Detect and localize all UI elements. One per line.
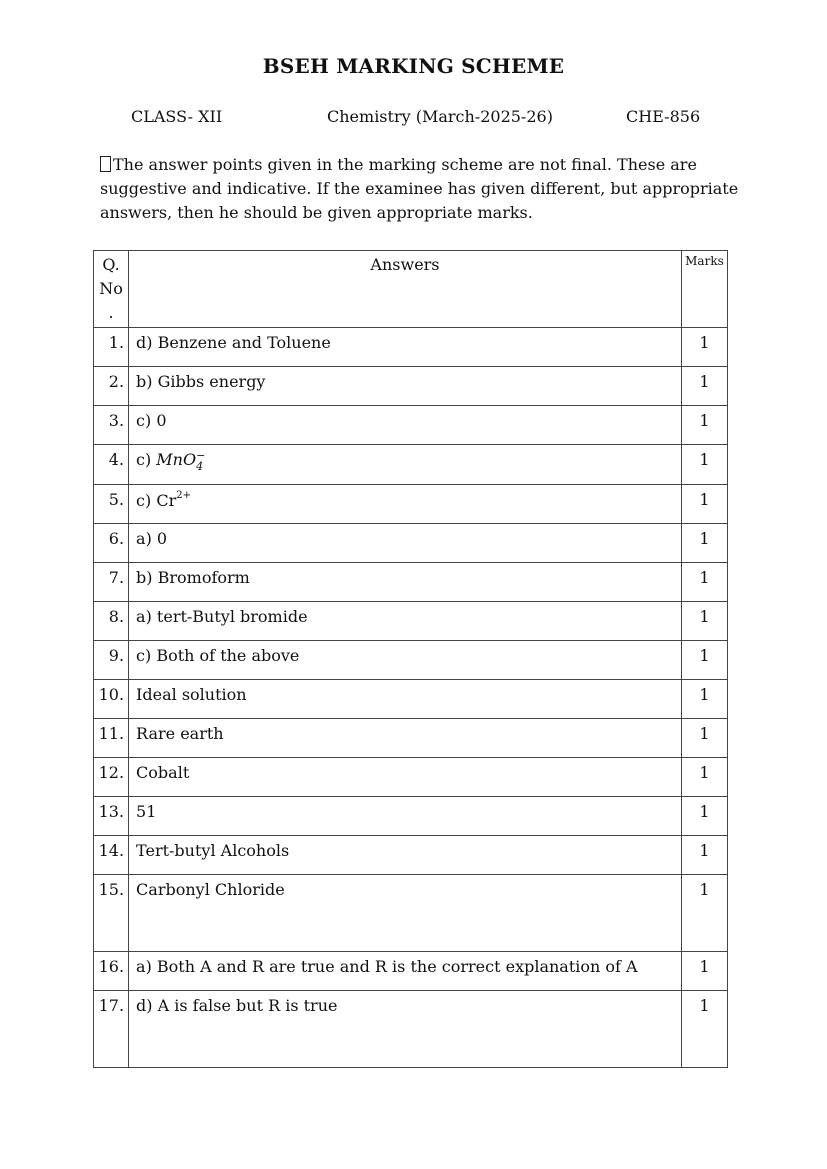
table-row bbox=[94, 563, 728, 602]
paper-code: CHE-856 bbox=[626, 107, 701, 126]
marks-cell: 1 bbox=[681, 758, 727, 797]
formula-charge: − bbox=[196, 449, 206, 462]
question-number: 16. bbox=[94, 952, 129, 991]
question-number: 12. bbox=[94, 758, 129, 797]
marks-cell: 1 bbox=[681, 641, 727, 680]
ion-charge: 2+ bbox=[176, 490, 191, 501]
table-row bbox=[94, 367, 728, 406]
question-number: 13. bbox=[94, 797, 129, 836]
answer-cell: b) Bromoform bbox=[129, 563, 682, 602]
answer-cell: d) Benzene and Toluene bbox=[129, 328, 682, 367]
question-number: 17. bbox=[94, 991, 129, 1068]
marks-cell: 1 bbox=[681, 719, 727, 758]
table-row bbox=[94, 602, 728, 641]
table-row bbox=[94, 797, 728, 836]
marks-cell: 1 bbox=[681, 445, 727, 485]
header-answers: Answers bbox=[129, 251, 682, 328]
table-row bbox=[94, 758, 728, 797]
marks-cell: 1 bbox=[681, 328, 727, 367]
marks-cell: 1 bbox=[681, 367, 727, 406]
header-marks: Marks bbox=[681, 251, 727, 328]
question-number: 11. bbox=[94, 719, 129, 758]
question-number: 8. bbox=[94, 602, 129, 641]
answer-cell: Carbonyl Chloride bbox=[129, 875, 682, 952]
table-row bbox=[94, 524, 728, 563]
marks-cell: 1 bbox=[681, 524, 727, 563]
answer-cell: b) Gibbs energy bbox=[129, 367, 682, 406]
table-row bbox=[94, 836, 728, 875]
answer-cell: d) A is false but R is true bbox=[129, 991, 682, 1068]
table-row bbox=[94, 641, 728, 680]
instruction-text: The answer points given in the marking scheme are not final. These are suggestive and indicative. If the examinee has given different, but appropriate answers, then he should be given appropriate marks. bbox=[100, 155, 739, 222]
table-row bbox=[94, 875, 728, 952]
answer-cell: c) 0 bbox=[129, 406, 682, 445]
marks-cell: 1 bbox=[681, 797, 727, 836]
answer-cell: Tert-butyl Alcohols bbox=[129, 836, 682, 875]
table-row bbox=[94, 328, 728, 367]
class-label: CLASS- XII bbox=[131, 107, 223, 126]
table-row bbox=[94, 406, 728, 445]
answer-cell bbox=[129, 445, 682, 485]
answer-cell: Cobalt bbox=[129, 758, 682, 797]
table-row bbox=[94, 719, 728, 758]
marks-cell: 1 bbox=[681, 485, 727, 524]
answer-cell: a) 0 bbox=[129, 524, 682, 563]
marks-cell: 1 bbox=[681, 680, 727, 719]
answer-cell: Ideal solution bbox=[129, 680, 682, 719]
question-number: 4. bbox=[94, 445, 129, 485]
question-number: 3. bbox=[94, 406, 129, 445]
answer-cell: Rare earth bbox=[129, 719, 682, 758]
marks-cell: 1 bbox=[681, 602, 727, 641]
table-row bbox=[94, 485, 728, 524]
question-number: 15. bbox=[94, 875, 129, 952]
marking-table bbox=[93, 250, 728, 1068]
marks-cell: 1 bbox=[681, 875, 727, 952]
question-number: 10. bbox=[94, 680, 129, 719]
bullet-icon bbox=[100, 156, 111, 172]
table-row bbox=[94, 991, 728, 1068]
table-row bbox=[94, 952, 728, 991]
table-header-row bbox=[94, 251, 728, 328]
marks-cell: 1 bbox=[681, 991, 727, 1068]
instruction-note bbox=[100, 153, 740, 225]
page-title: BSEH MARKING SCHEME bbox=[262, 54, 565, 78]
answer-cell: 51 bbox=[129, 797, 682, 836]
answer-prefix: c) bbox=[136, 450, 152, 469]
question-number: 14. bbox=[94, 836, 129, 875]
question-number: 7. bbox=[94, 563, 129, 602]
question-number: 6. bbox=[94, 524, 129, 563]
answer-formula bbox=[156, 449, 206, 473]
question-number: 9. bbox=[94, 641, 129, 680]
formula-base: MnO bbox=[156, 450, 197, 469]
marks-cell: 1 bbox=[681, 836, 727, 875]
subject-label: Chemistry (March-2025-26) bbox=[327, 107, 553, 126]
marks-cell: 1 bbox=[681, 406, 727, 445]
question-number: 2. bbox=[94, 367, 129, 406]
answer-cell bbox=[129, 485, 682, 524]
answer-cell: a) tert-Butyl bromide bbox=[129, 602, 682, 641]
question-number: 5. bbox=[94, 485, 129, 524]
marks-cell: 1 bbox=[681, 563, 727, 602]
marks-cell: 1 bbox=[681, 952, 727, 991]
table-body bbox=[94, 328, 728, 1068]
answer-prefix: c) Cr bbox=[136, 491, 177, 510]
question-number: 1. bbox=[94, 328, 129, 367]
table-row bbox=[94, 680, 728, 719]
table-row bbox=[94, 445, 728, 485]
answer-cell: a) Both A and R are true and R is the correct explanation of A bbox=[129, 952, 682, 991]
header-qno: Q. No . bbox=[94, 251, 129, 328]
answer-cell: c) Both of the above bbox=[129, 641, 682, 680]
formula-subscript: 4 bbox=[196, 460, 204, 473]
